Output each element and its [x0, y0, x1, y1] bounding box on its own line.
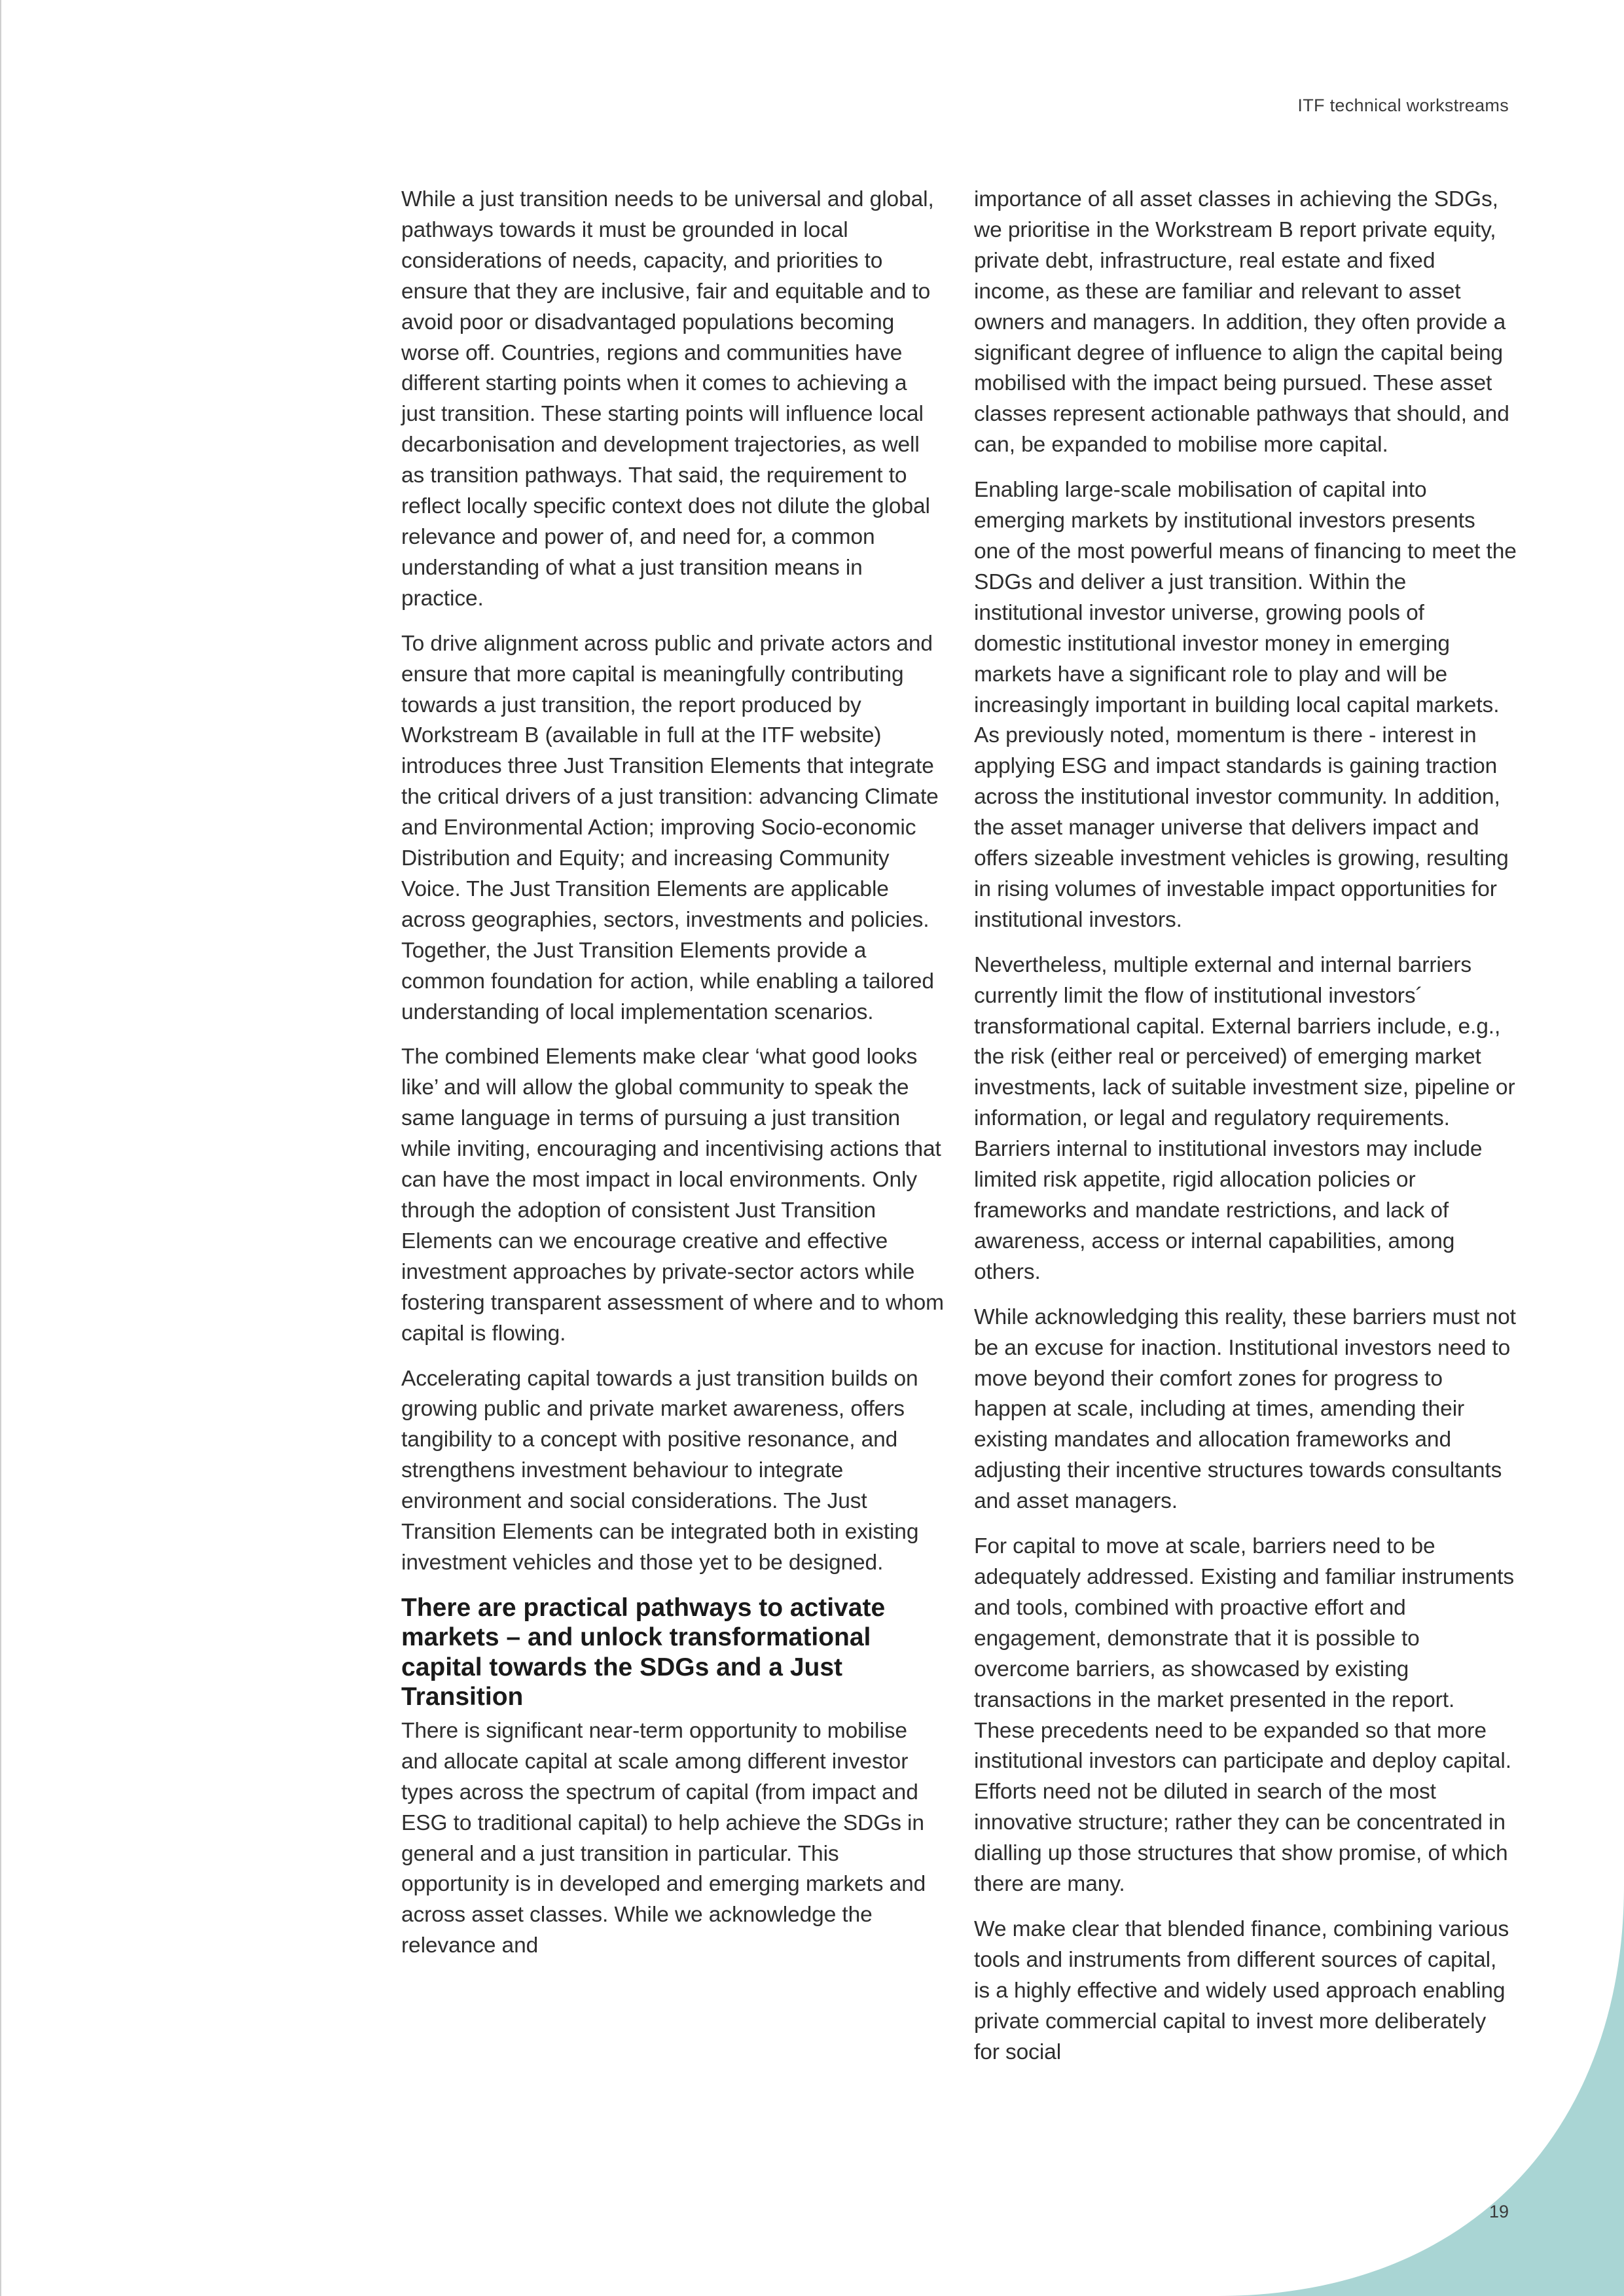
paragraph: Enabling large-scale mobilisation of capital into emerging markets by institutional investors presents one of the most powerful means of financing to meet the SDGs and deliver a just transition. Within the institutional investor universe, growing pools of domestic institutional investor money in emerging markets have a significant role to play and will be increasingly important in building local capital markets. As previously noted, momentum is there - interest in applying ESG and impact standards is gaining traction across the institutional investor community. In addition, the asset manager universe that delivers impact and offers sizeable investment vehicles is growing, resulting in rising volumes of investable impact opportunities for institutional investors.: [974, 478, 1517, 932]
left-column: [401, 185, 945, 1976]
paragraph: importance of all asset classes in achieving the SDGs, we prioritise in the Workstream B report private equity, private debt, infrastructure, real estate and fixed income, as these are familiar and relevant to asset owners and managers. In addition, they often provide a significant degree of influence to align the capital being mobilised with the impact being pursued. These asset classes represent actionable pathways that should, and can, be expanded to mobilise more capital.: [974, 187, 1509, 457]
paragraph: The combined Elements make clear ‘what good looks like’ and will allow the global community to speak the same language in terms of pursuing a just transition while inviting, encouraging and incentivising actions that can have the most impact in local environments. Only through the adoption of consistent Just Transition Elements can we encourage creative and effective investment approaches by private-sector actors while fostering transparent assessment of where and to whom capital is flowing.: [401, 1045, 944, 1346]
right-column: [974, 185, 1517, 2082]
running-header: ITF technical workstreams: [1297, 96, 1509, 115]
page-number: 19: [1489, 2202, 1509, 2221]
paragraph: To drive alignment across public and private actors and ensure that more capital is meaningfully contributing towards a just transition, the report produced by Workstream B (available in full at the ITF website) introduces three Just Transition Elements that integrate the critical drivers of a just transition: advancing Climate and Environmental Action; improving Socio-economic Distribution and Equity; and increasing Community Voice. The Just Transition Elements are applicable across geographies, sectors, investments and policies. Together, the Just Transition Elements provide a common foundation for action, while enabling a tailored understanding of local implementation scenarios.: [401, 631, 939, 1024]
paragraph: For capital to move at scale, barriers need to be adequately addressed. Existing and familiar instruments and tools, combined with proactive effort and engagement, demonstrate that it is possible to overcome barriers, as showcased by existing transactions in the market presented in the report. These precedents need to be expanded so that more institutional investors can participate and deploy capital. Efforts need not be diluted in search of the most innovative structure; rather they can be concentrated in dialling up those structures that show promise, of which there are many.: [974, 1534, 1514, 1897]
paragraph: Accelerating capital towards a just transition builds on growing public and private market awareness, offers tangibility to a concept with positive resonance, and strengthens investment behaviour to integrate environment and social considerations. The Just Transition Elements can be integrated both in existing investment vehicles and those yet to be designed.: [401, 1366, 919, 1575]
paragraph: Nevertheless, multiple external and internal barriers currently limit the flow of institutional investors´ transformational capital. External barriers include, e.g., the risk (either real or perceived) of emerging market investments, lack of suitable investment size, pipeline or information, or legal and regulatory requirements. Barriers internal to institutional investors may include limited risk appetite, rigid allocation policies or frameworks and mandate restrictions, and lack of awareness, access or internal capabilities, among others.: [974, 952, 1515, 1284]
paragraph: We make clear that blended finance, combining various tools and instruments from different sources of capital, is a highly effective and widely used approach enabling private commercial capital to invest more deliberately for social: [974, 1916, 1509, 2064]
paragraph: While a just transition needs to be universal and global, pathways towards it must be grounded in local considerations of needs, capacity, and priorities to ensure that they are inclusive, fair and equitable and to avoid poor or disadvantaged populations becoming worse off. Countries, regions and communities have different starting points when it comes to achieving a just transition. These starting points will influence local decarbonisation and development trajectories, as well as transition pathways. That said, the requirement to reflect locally specific context does not dilute the global relevance and power of, and need for, a common understanding of what a just transition means in practice.: [401, 187, 934, 611]
paragraph: While acknowledging this reality, these barriers must not be an excuse for inaction. Institutional investors need to move beyond their comfort zones for progress to happen at scale, including at times, amending their existing mandates and allocation frameworks and adjusting their incentive structures towards consultants and asset managers.: [974, 1304, 1516, 1514]
paragraph: There is significant near-term opportunity to mobilise and allocate capital at scale among different investor types across the spectrum of capital (from impact and ESG to traditional capital) to help achieve the SDGs in general and a just transition in particular. This opportunity is in developed and emerging markets and across asset classes. While we acknowledge the relevance and: [401, 1718, 926, 1958]
section-heading: There are practical pathways to activate markets – and unlock transformational capital towards the SDGs and a Just Transition: [401, 1593, 886, 1712]
